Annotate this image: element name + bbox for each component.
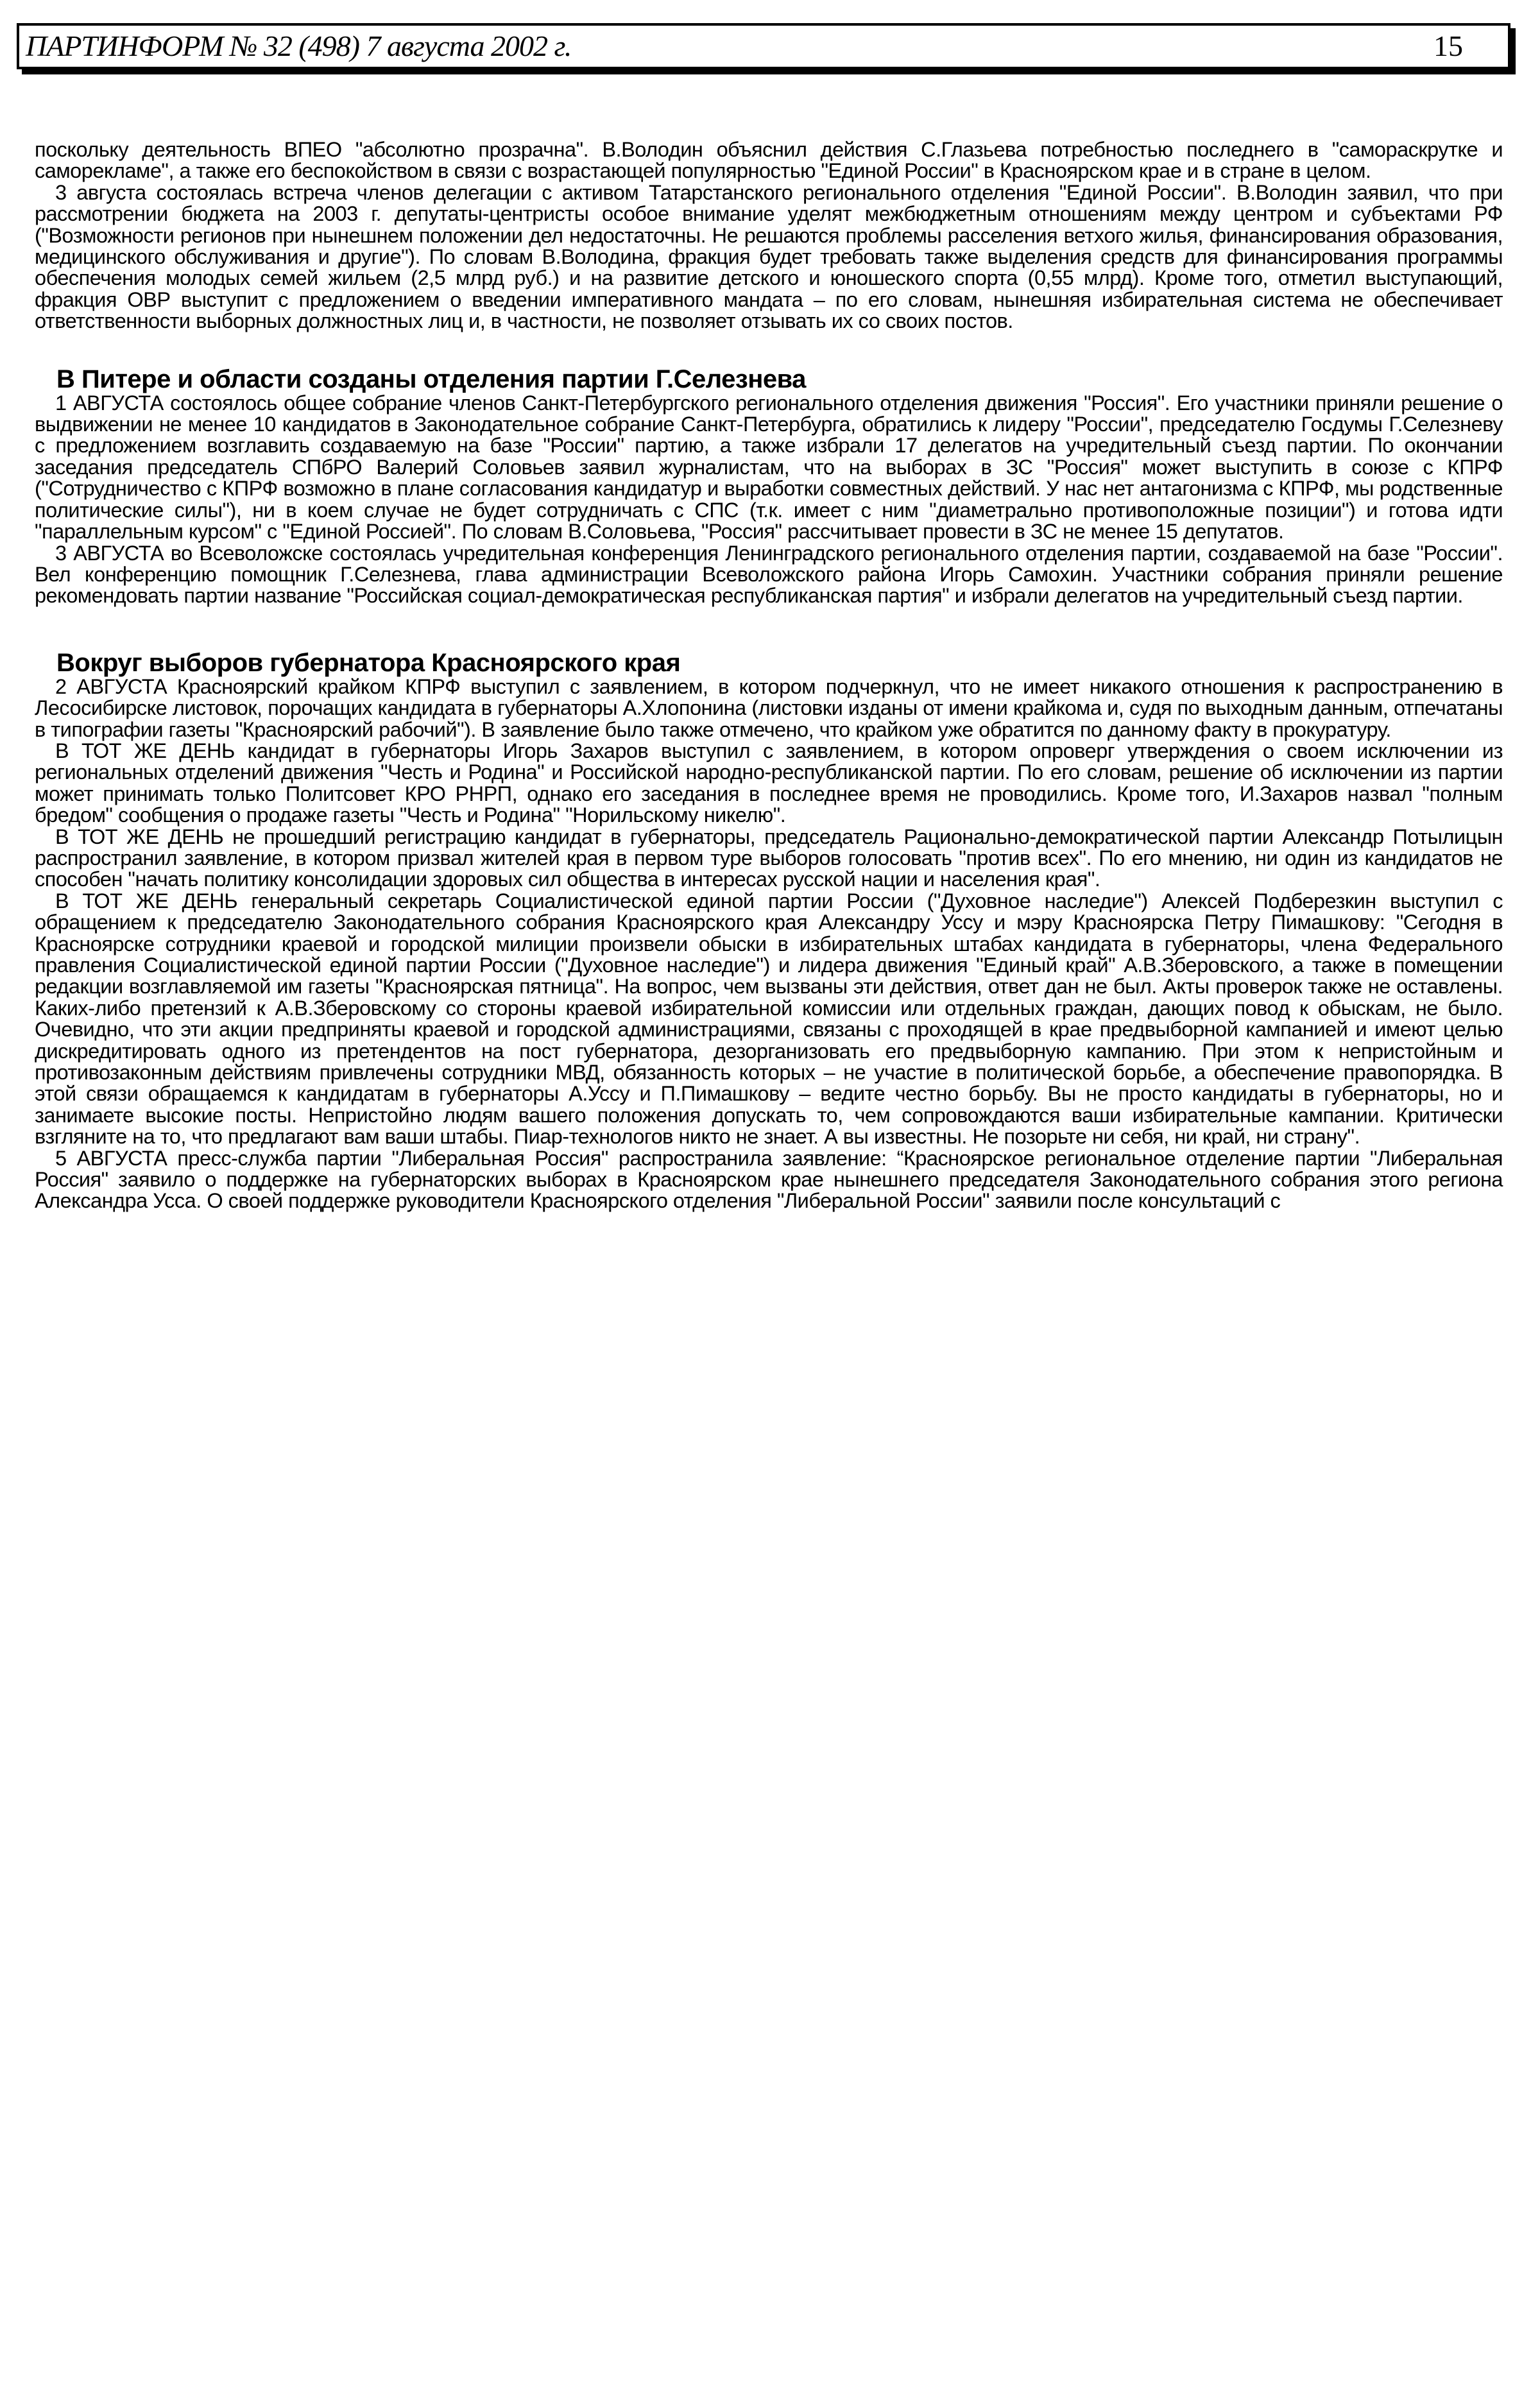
publication-title: ПАРТИНФОРМ № 32 (498) 7 августа 2002 г. [26, 30, 572, 62]
page-number: 15 [1433, 30, 1463, 62]
paragraph: 2 АВГУСТА Красноярский крайком КПРФ выступил с заявлением, в котором подчеркнул, что не имеет никакого отношения к распространению в Лесосибирске листовок, порочащих кандидата в губернаторы А.Хлопонина (листовки изданы от имени крайкома и, судя по выходным данным, отпечатаны в типографии газеты "Красноярский рабочий"). В заявление было также отмечено, что крайком уже обратится по данному факту в прокуратуру. [35, 674, 1503, 741]
page-header [17, 23, 1510, 69]
section-heading: В Питере и области созданы отделения партии Г.Селезнева [56, 364, 806, 393]
section-spacer [35, 332, 1503, 366]
article-body [35, 139, 1503, 1212]
paragraph: 3 АВГУСТА во Всеволожске состоялась учредительная конференция Ленинградского регионального отделения партии, создаваемой на базе "России". Вел конференцию помощник Г.Селезнева, глава администрации Всеволожского района Игорь Самохин. Участники собрания приняли решение рекомендовать партии название "Российская социал-демократическая республиканская партия" и избрали делегатов на учредительный съезд партии. [35, 541, 1503, 608]
paragraph: 5 АВГУСТА пресс-служба партии "Либеральная Россия" распространила заявление: “Красноярское региональное отделение партии "Либеральная Россия" заявило о поддержке на губернаторских выборах в Красноярском крае нынешнего председателя Законодательного собрания этого региона Александра Усса. О своей поддержке руководители Красноярского отделения "Либеральной России" заявили после консультаций с [35, 1146, 1503, 1213]
article-section-krasnoyarsk [35, 649, 1503, 1212]
paragraph: 1 АВГУСТА состоялось общее собрание членов Санкт-Петербургского регионального отделения движения "Россия". Его участники приняли решение о выдвижении не менее 10 кандидатов в Законодательное собрание Санкт-Петербурга, обратились к лидеру "России", председателю Госдумы Г.Селезневу с предложением возглавить создаваемую на базе "России" партию, а также избрали 17 делегатов на учредительный съезд партии. По окончании заседания председатель СПбРО Валерий Соловьев заявил журналистам, что на выборах в ЗС "Россия" может выступить в союзе с КПРФ ("Сотрудничество с КПРФ возможно в плане согласования кандидатур и выработки совместных действий. У нас нет антагонизма с КПРФ, мы родственные политические силы"), ни в коем случае не будет сотрудничать с СПС (т.к. имеет с ним "диаметрально противоположные позиции") и готова идти "параллельным курсом" с "Единой Россией". По словам В.Соловьева, "Россия" рассчитывает провести в ЗС не менее 15 депутатов. [35, 391, 1503, 544]
paragraph: В ТОТ ЖЕ ДЕНЬ не прошедший регистрацию кандидат в губернаторы, председатель Рационально-демократической партии Александр Потылицын распространил заявление, в котором призвал жителей края в первом туре выборов голосовать "против всех". По его мнению, ни один из кандидатов не способен "начать политику консолидации здоровых сил общества в интересах русской нации и населения края". [35, 825, 1503, 891]
section-spacer [35, 607, 1503, 649]
paragraph: В ТОТ ЖЕ ДЕНЬ кандидат в губернаторы Игорь Захаров выступил с заявлением, в котором опроверг утверждения о своем исключении из региональных отделений движения "Честь и Родина" и Российской народно-республиканской партии. По его словам, решение об исключении из партии может принимать только Политсовет КРО РНРП, однако его заседания в последнее время не проводились. Кроме того, И.Захаров назвал "полным бредом" сообщения о продаже газеты "Честь и Родина" "Норильскому никелю". [35, 739, 1503, 827]
section-heading: Вокруг выборов губернатора Красноярского края [56, 648, 681, 677]
paragraph: поскольку деятельность ВПЕО "абсолютно прозрачна". В.Володин объяснил действия С.Глазьева потребностью последнего в "самораскрутке и саморекламе", а также его беспокойством в связи с возрастающей популярностью "Единой России" в Красноярском крае и в стране в целом. [35, 138, 1503, 183]
paragraph: 3 августа состоялась встреча членов делегации с активом Татарстанского регионального отделения "Единой России". В.Володин заявил, что при рассмотрении бюджета на 2003 г. депутаты-центристы особое внимание уделят межбюджетным отношениям между центром и субъектами РФ ("Возможности регионов при нынешнем положении дел недостаточны. Не решаются проблемы расселения ветхого жилья, финансирования образования, медицинского обслуживания и другие"). По словам В.Володина, фракция будет требовать также выделения средств для финансирования программы обеспечения молодых семей жильем (2,5 млрд руб.) и на развитие детского и юношеского спорта (0,55 млрд). Кроме того, отметил выступающий, фракция ОВР выступит с предложением о введении императивного мандата – по его словам, нынешняя избирательная система не обеспечивает ответственности выборных должностных лиц и, в частности, не позволяет отзывать их со своих постов. [35, 180, 1503, 333]
paragraph: В ТОТ ЖЕ ДЕНЬ генеральный секретарь Социалистической единой партии России ("Духовное наследие") Алексей Подберезкин выступил с обращением к председателю Законодательного собрания Красноярского края Александру Уссу и мэру Красноярска Петру Пимашкову: "Сегодня в Красноярске сотрудники краевой и городской милиции произвели обыски в избирательных штабах кандидата в губернаторы, члена Федерального правления Социалистической единой партии России ("Духовное наследие") и лидера движения "Единый край" А.В.Зберовского, а также в помещении редакции возглавляемой им газеты "Красноярская пятница". На вопрос, чем вызваны эти действия, ответ дан не был. Акты проверок также не оставлены. Каких-либо претензий к А.В.Зберовскому со стороны краевой избирательной комиссии или отдельных граждан, дающих повод к обыскам, не было. Очевидно, что эти акции предприняты краевой и городской администрациями, связаны с проходящей в крае предвыборной кампанией и имеют целью дискредитировать одного из претендентов на пост губернатора, дезорганизовать его предвыборную кампанию. При этом к непристойным и противозаконным действиям привлечены сотрудники МВД, обязанность которых – не участие в политической борьбе, а обеспечение правопорядка. В этой связи обращаемся к кандидатам в губернаторы А.Уссу и П.Пимашкову – ведите честно борьбу. Вы не просто кандидаты в губернаторы, но и занимаете высокие посты. Непристойно людям вашего положения допускать то, чем сопровождаются ваши избирательные кампании. Критически взгляните на то, что предлагают вам ваши штабы. Пиар-технологов никто не знает. А вы известны. Не позорьте ни себя, ни край, ни страну". [35, 889, 1503, 1149]
article-section-piter [35, 366, 1503, 607]
